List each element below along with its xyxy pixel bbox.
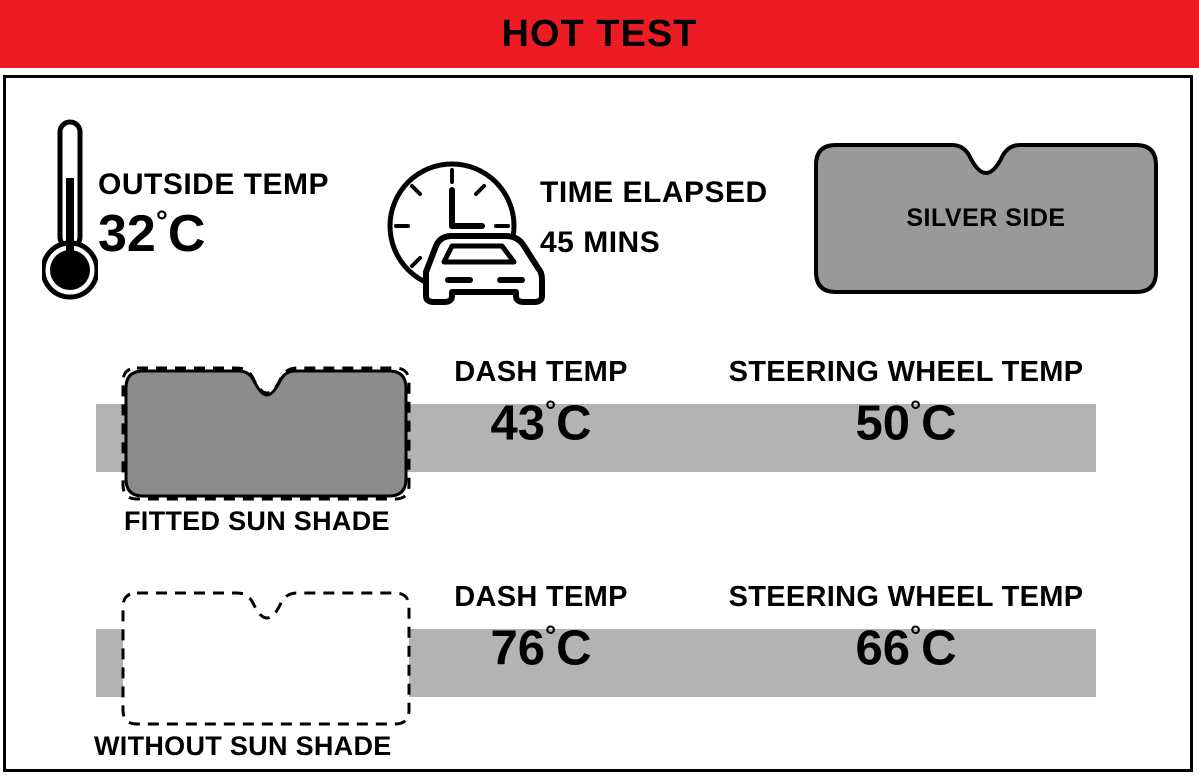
steering-wheel-temp-degree: ° bbox=[909, 395, 922, 426]
steering-wheel-temp-value bbox=[706, 395, 1106, 451]
steering-wheel-temp-unit: C bbox=[921, 621, 957, 676]
outside-temp-label: OUTSIDE TEMP bbox=[98, 168, 330, 201]
steering-wheel-temp-unit: C bbox=[921, 396, 957, 451]
without-sun-shade-shape bbox=[121, 591, 411, 726]
steering-wheel-temp-number: 66 bbox=[855, 621, 910, 676]
outside-temp-block bbox=[98, 168, 368, 263]
steering-wheel-temp-value bbox=[706, 620, 1106, 676]
time-elapsed-label: TIME ELAPSED bbox=[540, 176, 768, 209]
result-row-fitted bbox=[6, 358, 1196, 548]
dash-temp-number: 76 bbox=[490, 621, 545, 676]
header-bar bbox=[0, 0, 1199, 68]
steering-wheel-temp-without bbox=[706, 581, 1106, 676]
row-caption-fitted: FITTED SUN SHADE bbox=[124, 506, 390, 536]
thermometer-icon bbox=[42, 118, 98, 308]
steering-wheel-temp-fitted bbox=[706, 356, 1106, 451]
time-elapsed-value: 45 MINS bbox=[540, 226, 661, 259]
outside-temp-number: 32 bbox=[98, 205, 156, 263]
time-elapsed-block bbox=[540, 178, 800, 258]
steering-wheel-temp-label: STEERING WHEEL TEMP bbox=[728, 581, 1084, 613]
steering-wheel-temp-number: 50 bbox=[855, 396, 910, 451]
row-caption-without: WITHOUT SUN SHADE bbox=[94, 731, 392, 761]
content-panel bbox=[3, 75, 1193, 772]
page-title: HOT TEST bbox=[501, 13, 698, 55]
dash-temp-unit: C bbox=[556, 396, 592, 451]
result-row-without bbox=[6, 583, 1196, 773]
fitted-sun-shade-shape bbox=[121, 366, 411, 501]
outside-temp-degree: ° bbox=[155, 204, 168, 238]
dash-temp-degree: ° bbox=[544, 620, 557, 651]
dash-temp-label: DASH TEMP bbox=[454, 356, 628, 388]
dash-temp-value bbox=[421, 620, 661, 676]
dash-temp-fitted bbox=[421, 356, 661, 451]
dash-temp-value bbox=[421, 395, 661, 451]
steering-wheel-temp-label: STEERING WHEEL TEMP bbox=[728, 356, 1084, 388]
outside-temp-unit: C bbox=[167, 205, 206, 263]
dash-temp-without bbox=[421, 581, 661, 676]
dash-temp-degree: ° bbox=[544, 395, 557, 426]
dash-temp-unit: C bbox=[556, 621, 592, 676]
steering-wheel-temp-degree: ° bbox=[909, 620, 922, 651]
dash-temp-label: DASH TEMP bbox=[454, 581, 628, 613]
outside-temp-value bbox=[98, 204, 368, 263]
silver-side-label: SILVER SIDE bbox=[906, 204, 1066, 232]
dash-temp-number: 43 bbox=[490, 396, 545, 451]
